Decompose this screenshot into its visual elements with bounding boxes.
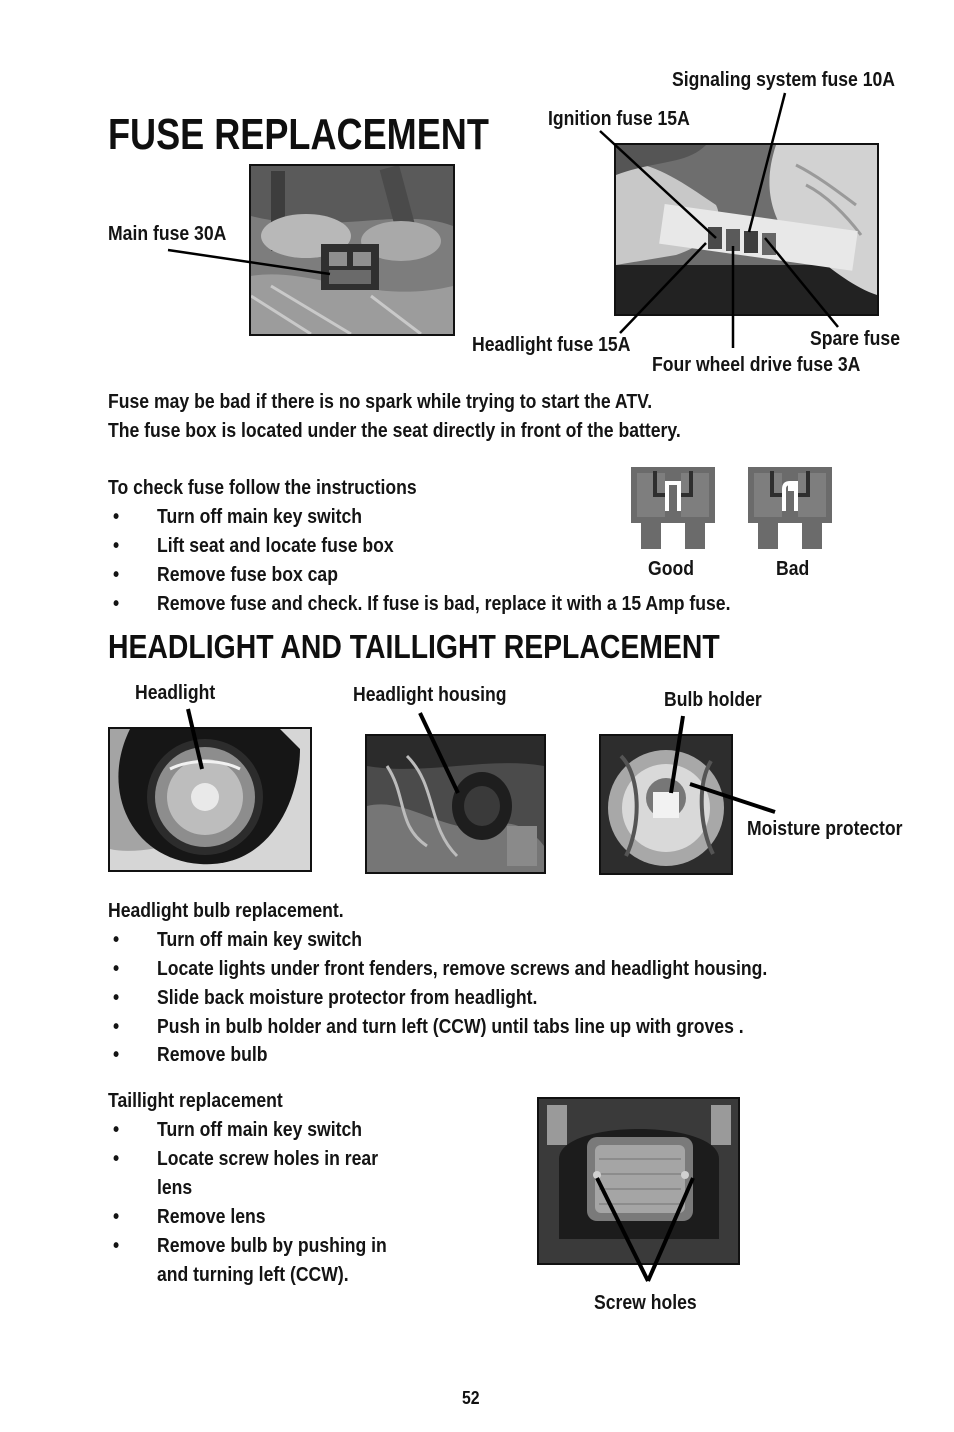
label-bad-fuse: Bad [776, 558, 810, 580]
taillight-step-text: Remove bulb by pushing in [157, 1235, 387, 1257]
headlight-step-text: Push in bulb holder and turn left (CCW) until tabs line up with groves . [157, 1016, 744, 1038]
fuse-intro-line-2: The fuse box is located under the seat directly in front of the battery. [108, 420, 681, 442]
label-bulb-holder: Bulb holder [664, 689, 762, 711]
label-ignition-fuse: Ignition fuse 15A [548, 108, 690, 130]
headlight-step-text: Slide back moisture protector from headlight. [157, 987, 538, 1009]
headlight-steps-heading: Headlight bulb replacement. [108, 900, 344, 922]
check-step-text: Remove fuse and check. If fuse is bad, replace it with a 15 Amp fuse. [157, 593, 731, 615]
check-step-text: Remove fuse box cap [157, 564, 338, 586]
bullet-marker: • [113, 929, 120, 951]
taillight-step-text: Remove lens [157, 1206, 266, 1228]
taillight-step-text: Turn off main key switch [157, 1119, 363, 1141]
bullet-marker: • [113, 564, 120, 586]
label-main-fuse: Main fuse 30A [108, 223, 227, 245]
bullet-marker: • [113, 1148, 120, 1170]
taillight-step-text: lens [157, 1177, 193, 1199]
bullet-marker: • [113, 535, 120, 557]
bullet-marker: • [113, 987, 120, 1009]
bullet-marker: • [113, 1119, 120, 1141]
label-screw-holes: Screw holes [594, 1292, 697, 1314]
taillight-steps-heading: Taillight replacement [108, 1090, 283, 1112]
headlight-step-text: Remove bulb [157, 1044, 268, 1066]
label-headlight: Headlight [135, 682, 216, 704]
page-title: FUSE REPLACEMENT [108, 110, 489, 159]
check-fuse-heading: To check fuse follow the instructions [108, 477, 417, 499]
label-headlight-housing: Headlight housing [353, 684, 507, 706]
fuse-intro-line-1: Fuse may be bad if there is no spark while trying to start the ATV. [108, 391, 653, 413]
check-step-text: Turn off main key switch [157, 506, 363, 528]
label-moisture-protector: Moisture protector [747, 818, 903, 840]
bullet-marker: • [113, 958, 120, 980]
bullet-marker: • [113, 1235, 120, 1257]
taillight-step-text: and turning left (CCW). [157, 1264, 349, 1286]
bullet-marker: • [113, 593, 120, 615]
bullet-marker: • [113, 1206, 120, 1228]
label-good-fuse: Good [648, 558, 694, 580]
taillight-step-text: Locate screw holes in rear [157, 1148, 379, 1170]
label-spare-fuse: Spare fuse [810, 328, 900, 350]
bullet-marker: • [113, 1044, 120, 1066]
label-four-wheel-fuse: Four wheel drive fuse 3A [652, 354, 861, 376]
page-number: 52 [462, 1388, 480, 1408]
headlight-step-text: Locate lights under front fenders, remove screws and headlight housing. [157, 958, 768, 980]
bullet-marker: • [113, 506, 120, 528]
bullet-marker: • [113, 1016, 120, 1038]
label-headlight-fuse: Headlight fuse 15A [472, 334, 631, 356]
check-step-text: Lift seat and locate fuse box [157, 535, 394, 557]
label-signaling-fuse: Signaling system fuse 10A [672, 69, 896, 91]
headlight-step-text: Turn off main key switch [157, 929, 363, 951]
section-title-lights: HEADLIGHT AND TAILLIGHT REPLACEMENT [108, 628, 720, 665]
